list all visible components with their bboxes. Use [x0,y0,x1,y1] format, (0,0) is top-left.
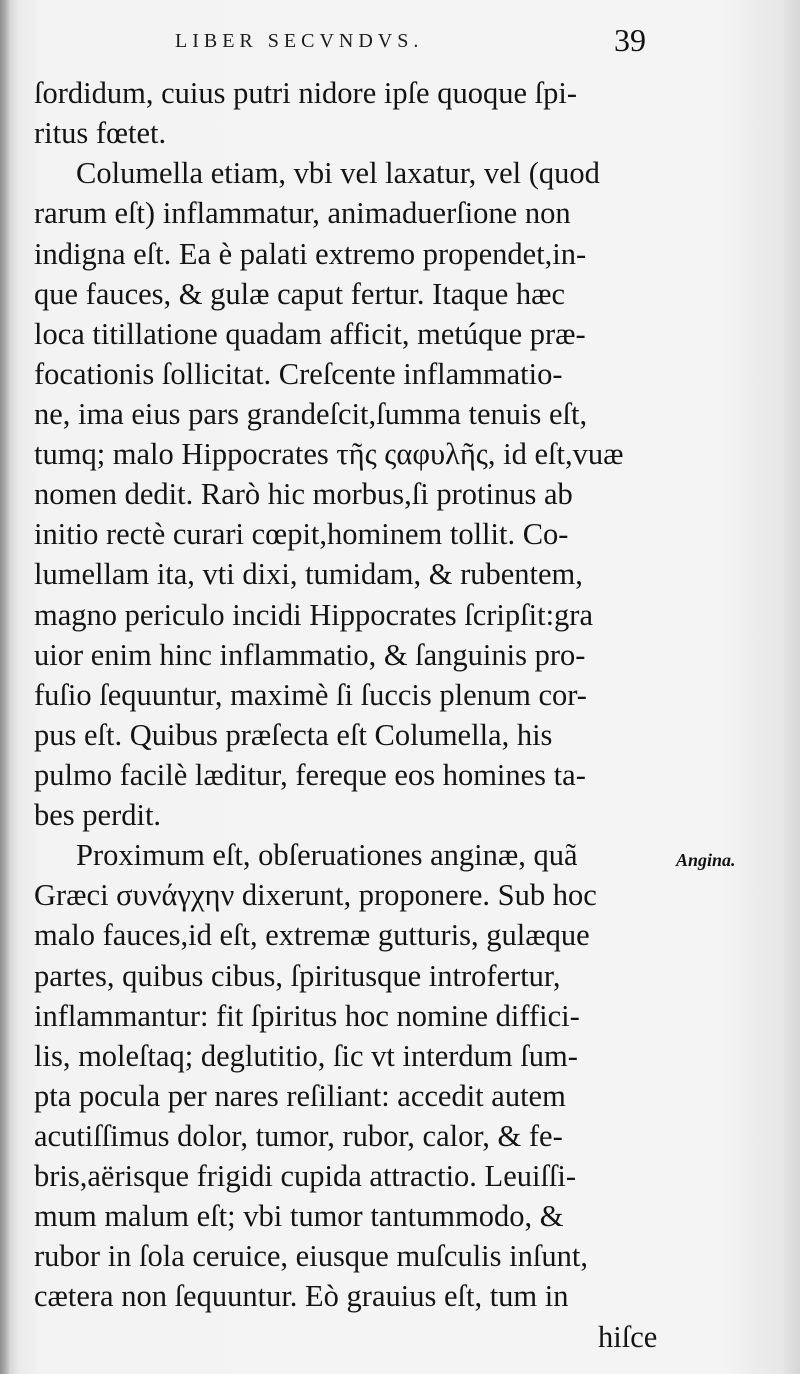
text-line: loca titillatione quadam afficit, metúque præ- [34,317,586,351]
text-line: que fauces, & gulæ caput fertur. Itaque hæc [34,277,566,311]
text-line: partes, quibus cibus, ſpiritusque introfertur, [34,959,561,993]
text-line: ne, ima eius pars grandeſcit,ſumma tenuis eſt, [34,397,588,431]
text-line: magno periculo incidi Hippocrates ſcripſit:gra [34,598,593,632]
text-line: Columella etiam, vbi vel laxatur, vel (quod [76,156,600,190]
text-line: acutiſſimus dolor, tumor, rubor, calor, & fe- [34,1119,563,1153]
text-line: uior enim hinc inflammatio, & ſanguinis pro- [34,638,586,672]
text-line: inflammantur: fit ſpiritus hoc nomine diffici- [34,999,580,1033]
text-line: initio rectè curari cœpit,hominem tollit. Co- [34,517,569,551]
running-head: LIBER SECVNDVS. [175,30,424,52]
text-line: nomen dedit. Rarò hic morbus,ſi protinus ab [34,477,573,511]
gutter-shadow [0,0,10,1374]
text-line: rubor in ſola ceruice, eiusque muſculis inſunt, [34,1239,588,1273]
text-line: cætera non ſequuntur. Eò grauius eſt, tum in [34,1279,569,1313]
page-number: 39 [614,22,646,58]
text-line: fuſio ſequuntur, maximè ſi ſuccis plenum cor- [34,678,587,712]
text-line: Græci συνάγχην dixerunt, proponere. Sub hoc [34,878,597,912]
marginal-note: Angina. [676,850,736,870]
catchword: hiſce [598,1320,658,1354]
text-line: rarum eſt) inflammatur, animaduerſione non [34,196,571,230]
text-line: lis, moleſtaq; deglutitio, ſic vt interdum ſum- [34,1039,578,1073]
text-line: malo fauces,id eſt, extremæ gutturis, gulæque [34,918,590,952]
text-line: bes perdit. [34,798,162,832]
text-line: pta pocula per nares reſiliant: accedit autem [34,1079,566,1113]
text-line: pulmo facilè læditur, fereque eos homines ta- [34,758,586,792]
text-line: ſordidum, cuius putri nidore ipſe quoque ſpi- [34,76,577,110]
text-line: lumellam ita, vti dixi, tumidam, & rubentem, [34,557,583,591]
text-line: pus eſt. Quibus præſecta eſt Columella, his [34,718,553,752]
text-line: indigna eſt. Ea è palati extremo propendet,in- [34,237,587,271]
text-line: ritus fœtet. [34,116,167,150]
text-line: focationis ſollicitat. Creſcente inflammatio- [34,357,563,391]
text-line: tumq; malo Hippocrates τῆς ςαφυλῆς, id eſt,vuæ [34,437,624,471]
text-line: bris,aërisque frigidi cupida attractio. Leuiſſi- [34,1159,577,1193]
text-line: Proximum eſt, obſeruationes anginæ, quã [76,838,578,872]
text-line: mum malum eſt; vbi tumor tantummodo, & [34,1199,564,1233]
